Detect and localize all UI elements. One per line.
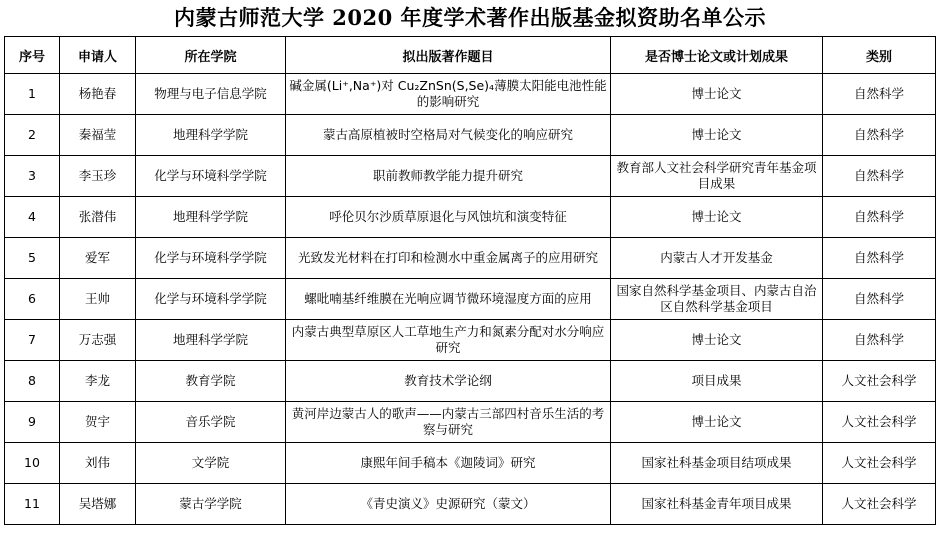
cell-index: 8 [5,361,60,402]
page-title: 内蒙古师范大学 2020 年度学术著作出版基金拟资助名单公示 [173,5,767,30]
cell-college: 教育学院 [136,361,286,402]
table-row [5,197,936,238]
table-row [5,484,936,525]
cell-book-title: 康熙年间手稿本《迦陵词》研究 [286,443,611,484]
cell-category: 人文社会科学 [823,443,936,484]
cell-source: 教育部人文社会科学研究青年基金项目成果 [611,156,823,197]
cell-source: 博士论文 [611,115,823,156]
cell-source: 国家社科基金青年项目成果 [611,484,823,525]
grant-list-table [4,36,936,525]
cell-index: 3 [5,156,60,197]
cell-book-title: 光致发光材料在打印和检测水中重金属离子的应用研究 [286,238,611,279]
cell-college: 化学与环境科学学院 [136,156,286,197]
table-row [5,238,936,279]
cell-college: 地理科学学院 [136,320,286,361]
cell-college: 音乐学院 [136,402,286,443]
cell-book-title: 内蒙古典型草原区人工草地生产力和氮素分配对水分响应研究 [286,320,611,361]
cell-category: 自然科学 [823,320,936,361]
cell-index: 11 [5,484,60,525]
cell-index: 10 [5,443,60,484]
cell-college: 地理科学学院 [136,115,286,156]
cell-applicant: 李龙 [60,361,136,402]
cell-applicant: 吴塔娜 [60,484,136,525]
table-header-row [5,37,936,74]
cell-index: 1 [5,74,60,115]
table-row [5,115,936,156]
cell-category: 自然科学 [823,156,936,197]
cell-college: 化学与环境科学学院 [136,279,286,320]
cell-book-title: 黄河岸边蒙古人的歌声——内蒙古三部四村音乐生活的考察与研究 [286,402,611,443]
cell-index: 5 [5,238,60,279]
cell-index: 6 [5,279,60,320]
cell-index: 2 [5,115,60,156]
cell-college: 化学与环境科学学院 [136,238,286,279]
cell-source: 博士论文 [611,402,823,443]
header-index: 序号 [5,37,60,74]
cell-source: 内蒙古人才开发基金 [611,238,823,279]
table-row [5,361,936,402]
cell-applicant: 李玉珍 [60,156,136,197]
cell-source: 博士论文 [611,197,823,238]
header-source: 是否博士论文或计划成果 [611,37,823,74]
cell-book-title: 职前教师教学能力提升研究 [286,156,611,197]
cell-college: 蒙古学学院 [136,484,286,525]
cell-book-title: 呼伦贝尔沙质草原退化与风蚀坑和演变特征 [286,197,611,238]
cell-source: 国家自然科学基金项目、内蒙古自治区自然科学基金项目 [611,279,823,320]
cell-category: 人文社会科学 [823,484,936,525]
table-row [5,443,936,484]
table-row [5,402,936,443]
table-row [5,320,936,361]
header-college: 所在学院 [136,37,286,74]
cell-category: 自然科学 [823,279,936,320]
cell-book-title: 碱金属(Li⁺,Na⁺)对 Cu₂ZnSn(S,Se)₄薄膜太阳能电池性能的影响研究 [286,74,611,115]
cell-applicant: 刘伟 [60,443,136,484]
header-applicant: 申请人 [60,37,136,74]
header-category: 类别 [823,37,936,74]
cell-applicant: 秦福莹 [60,115,136,156]
cell-category: 人文社会科学 [823,402,936,443]
cell-applicant: 张潜伟 [60,197,136,238]
table-row [5,74,936,115]
header-book-title: 拟出版著作题目 [286,37,611,74]
cell-applicant: 爱军 [60,238,136,279]
cell-college: 地理科学学院 [136,197,286,238]
cell-source: 博士论文 [611,320,823,361]
cell-applicant: 杨艳春 [60,74,136,115]
cell-category: 自然科学 [823,115,936,156]
cell-college: 物理与电子信息学院 [136,74,286,115]
cell-applicant: 王帅 [60,279,136,320]
cell-index: 9 [5,402,60,443]
cell-source: 博士论文 [611,74,823,115]
cell-source: 项目成果 [611,361,823,402]
cell-book-title: 螺吡喃基纤维膜在光响应调节微环境湿度方面的应用 [286,279,611,320]
cell-applicant: 贺宇 [60,402,136,443]
table-row [5,156,936,197]
cell-category: 自然科学 [823,238,936,279]
cell-category: 自然科学 [823,197,936,238]
cell-index: 4 [5,197,60,238]
cell-book-title: 《青史演义》史源研究（蒙文） [286,484,611,525]
cell-index: 7 [5,320,60,361]
cell-book-title: 蒙古高原植被时空格局对气候变化的响应研究 [286,115,611,156]
cell-applicant: 万志强 [60,320,136,361]
cell-book-title: 教育技术学论纲 [286,361,611,402]
cell-category: 人文社会科学 [823,361,936,402]
cell-source: 国家社科基金项目结项成果 [611,443,823,484]
cell-college: 文学院 [136,443,286,484]
cell-category: 自然科学 [823,74,936,115]
table-row [5,279,936,320]
